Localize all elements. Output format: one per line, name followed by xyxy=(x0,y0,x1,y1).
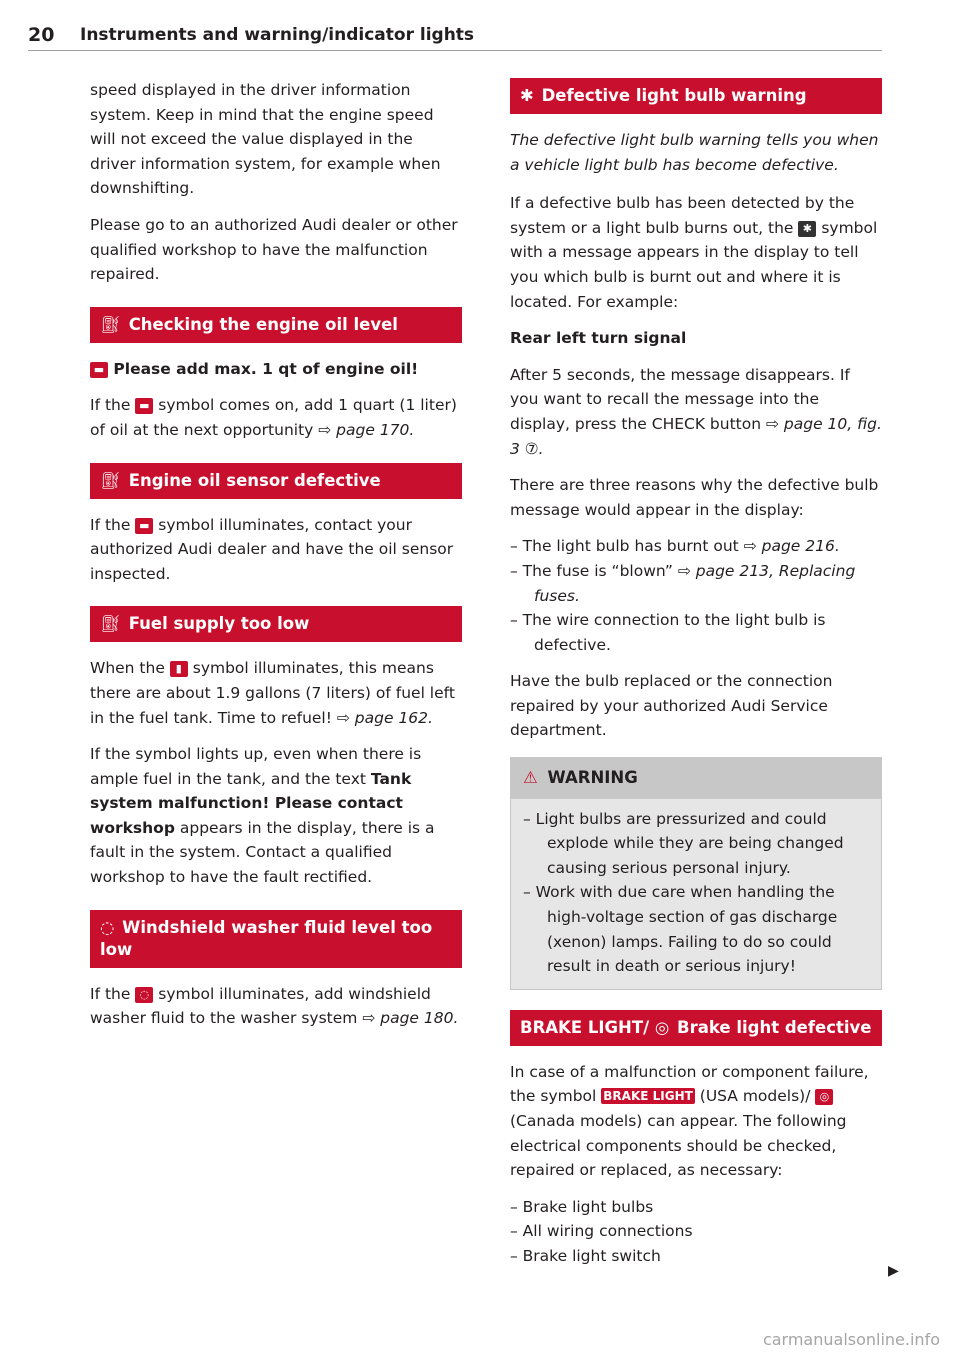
washer-page-ref[interactable]: ⇨ page 180. xyxy=(362,1009,459,1028)
tank-malfunction-text: Tank system malfunction! Please contact workshop xyxy=(90,769,412,837)
oil-level-body: If the ▬ symbol comes on, add 1 quart (1 liter) of oil at the next opportunity ⇨ page 170. xyxy=(90,396,457,439)
bulb-warning-icon: ✱ xyxy=(520,86,534,105)
bulb-body-2: After 5 seconds, the message disappears. If you want to recall the message into the display, press the CHECK button ⇨ page 10, fig. 3 ⑦. xyxy=(510,365,882,458)
section-header-fuel xyxy=(90,606,462,642)
oil-sensor-icon: ▬ xyxy=(135,518,153,534)
right-column xyxy=(510,78,882,1281)
section-title-washer: Windshield washer fluid level too low xyxy=(100,917,433,959)
section-title-oil-level: Checking the engine oil level xyxy=(128,314,398,334)
brake-light-icon: ◎ xyxy=(815,1089,833,1105)
list-item: – The fuse is “blown” ⇨ page 213, Replacing fuses. xyxy=(510,561,856,605)
section-header-oil-sensor xyxy=(90,463,462,499)
oil-level-subhead-text: Please add max. 1 qt of engine oil! xyxy=(113,359,419,378)
oil-level-subhead xyxy=(90,357,462,382)
list-item: – Brake light switch xyxy=(510,1246,661,1265)
warning-body xyxy=(511,799,881,989)
warning-triangle-icon: ⚠︎ xyxy=(523,768,538,788)
fuel-body: When the ▮ symbol illuminates, this means there are about 1.9 gallons (7 liters) of fuel left in the fuel tank. Time to refuel! ⇨ page 162. xyxy=(90,659,455,727)
section-header-oil-level xyxy=(90,307,462,343)
section-title-bulb: Defective light bulb warning xyxy=(541,86,807,105)
intro-paragraph-1: speed displayed in the driver information system. Keep in mind that the engine speed will not exceed the value displayed in the driver information system, for example when downshifting. xyxy=(90,81,441,198)
bulb-intro: The defective light bulb warning tells you when a vehicle light bulb has become defective. xyxy=(510,131,879,174)
list-item: – Brake light bulbs xyxy=(510,1197,654,1216)
reason-page-ref[interactable]: ⇨ page 216. xyxy=(743,537,840,556)
fuel-page-ref[interactable]: ⇨ page 162. xyxy=(336,708,433,727)
list-item: – Work with due care when handling the high-voltage section of gas discharge (xenon) lamps. Failing to do so could result in death or serious injury! xyxy=(523,883,838,976)
brake-body: In case of a malfunction or component failure, the symbol BRAKE LIGHT (USA models)/ ◎ (Canada models) can appear. The following electrical components should be checked, repaired or replaced, as necessary: xyxy=(510,1062,869,1180)
warning-list xyxy=(523,807,869,979)
brake-light-badge-text: BRAKE LIGHT/ xyxy=(520,1017,650,1037)
left-column xyxy=(90,78,462,1043)
list-item: – The wire connection to the light bulb is defective. xyxy=(510,611,826,654)
page-number: 20 xyxy=(28,24,55,46)
section-header-brake xyxy=(510,1010,882,1046)
reason-page-ref[interactable]: ⇨ page 213, Replacing fuses. xyxy=(534,561,856,605)
list-item: – All wiring connections xyxy=(510,1222,693,1241)
bulb-example-subhead: Rear left turn signal xyxy=(510,329,687,348)
warning-header xyxy=(511,758,881,799)
oil-sensor-body: If the ▬ symbol illuminates, contact your authorized Audi dealer and have the oil sensor inspected. xyxy=(90,515,454,583)
page-header xyxy=(28,22,882,51)
list-item: – Light bulbs are pressurized and could explode while they are being changed causing serious personal injury. xyxy=(523,809,844,877)
section-title-brake: Brake light defective xyxy=(677,1017,872,1037)
page-title: Instruments and warning/indicator lights xyxy=(80,25,475,45)
bulb-warning-icon: ✱ xyxy=(798,221,816,237)
bulb-reasons-list xyxy=(510,534,882,657)
fuel-pump-icon: ▮ xyxy=(170,661,188,677)
section-title-oil-sensor: Engine oil sensor defective xyxy=(128,470,381,490)
bulb-body-3: There are three reasons why the defective bulb message would appear in the display: xyxy=(510,476,879,519)
section-header-bulb xyxy=(510,78,882,114)
washer-fluid-icon: ◌ xyxy=(100,917,115,937)
bulb-body-4: Have the bulb replaced or the connection repaired by your authorized Audi Service department. xyxy=(510,672,833,740)
section-title-fuel: Fuel supply too low xyxy=(128,614,310,634)
washer-body: If the ◌ symbol illuminates, add windshield washer fluid to the washer system ⇨ page 180. xyxy=(90,984,459,1028)
fuel-body-2: If the symbol lights up, even when there is ample fuel in the tank, and the text Tank system malfunction! Please contact workshop appears in the display, there is a fault in the system. Contact a qualified workshop to have the fault rectified. xyxy=(90,745,435,887)
intro-paragraph-2: Please go to an authorized Audi dealer or other qualified workshop to have the malfunction repaired. xyxy=(90,215,458,284)
oil-level-page-ref[interactable]: ⇨ page 170. xyxy=(318,420,415,439)
brake-components-list xyxy=(510,1195,882,1269)
oil-sensor-icon: ⛽︎ xyxy=(100,470,121,490)
warning-box xyxy=(510,757,882,990)
bulb-body-1: If a defective bulb has been detected by the system or a light bulb burns out, the ✱ symbol with a message appears in the display to tell you which bulb is burnt out and where it is located. For example: xyxy=(510,194,878,311)
oil-can-icon: ▬ xyxy=(135,398,153,414)
bulb-page-ref[interactable]: ⇨ page 10, fig. 3 ⑦. xyxy=(510,414,882,458)
washer-fluid-icon: ◌ xyxy=(135,987,153,1003)
oil-can-icon: ▬ xyxy=(90,362,108,378)
oil-can-icon: ⛽︎ xyxy=(100,314,121,334)
brake-light-icon: ◎ xyxy=(654,1017,670,1037)
watermark: carmanualsonline.info xyxy=(762,1330,940,1349)
warning-label: WARNING xyxy=(547,768,638,788)
list-item: – The light bulb has burnt out ⇨ page 216. xyxy=(510,537,840,556)
brake-light-badge: BRAKE LIGHT xyxy=(603,1089,693,1104)
section-header-washer xyxy=(90,910,462,968)
fuel-pump-icon: ⛽︎ xyxy=(100,614,121,634)
continue-arrow-icon: ▶ xyxy=(888,1263,899,1279)
